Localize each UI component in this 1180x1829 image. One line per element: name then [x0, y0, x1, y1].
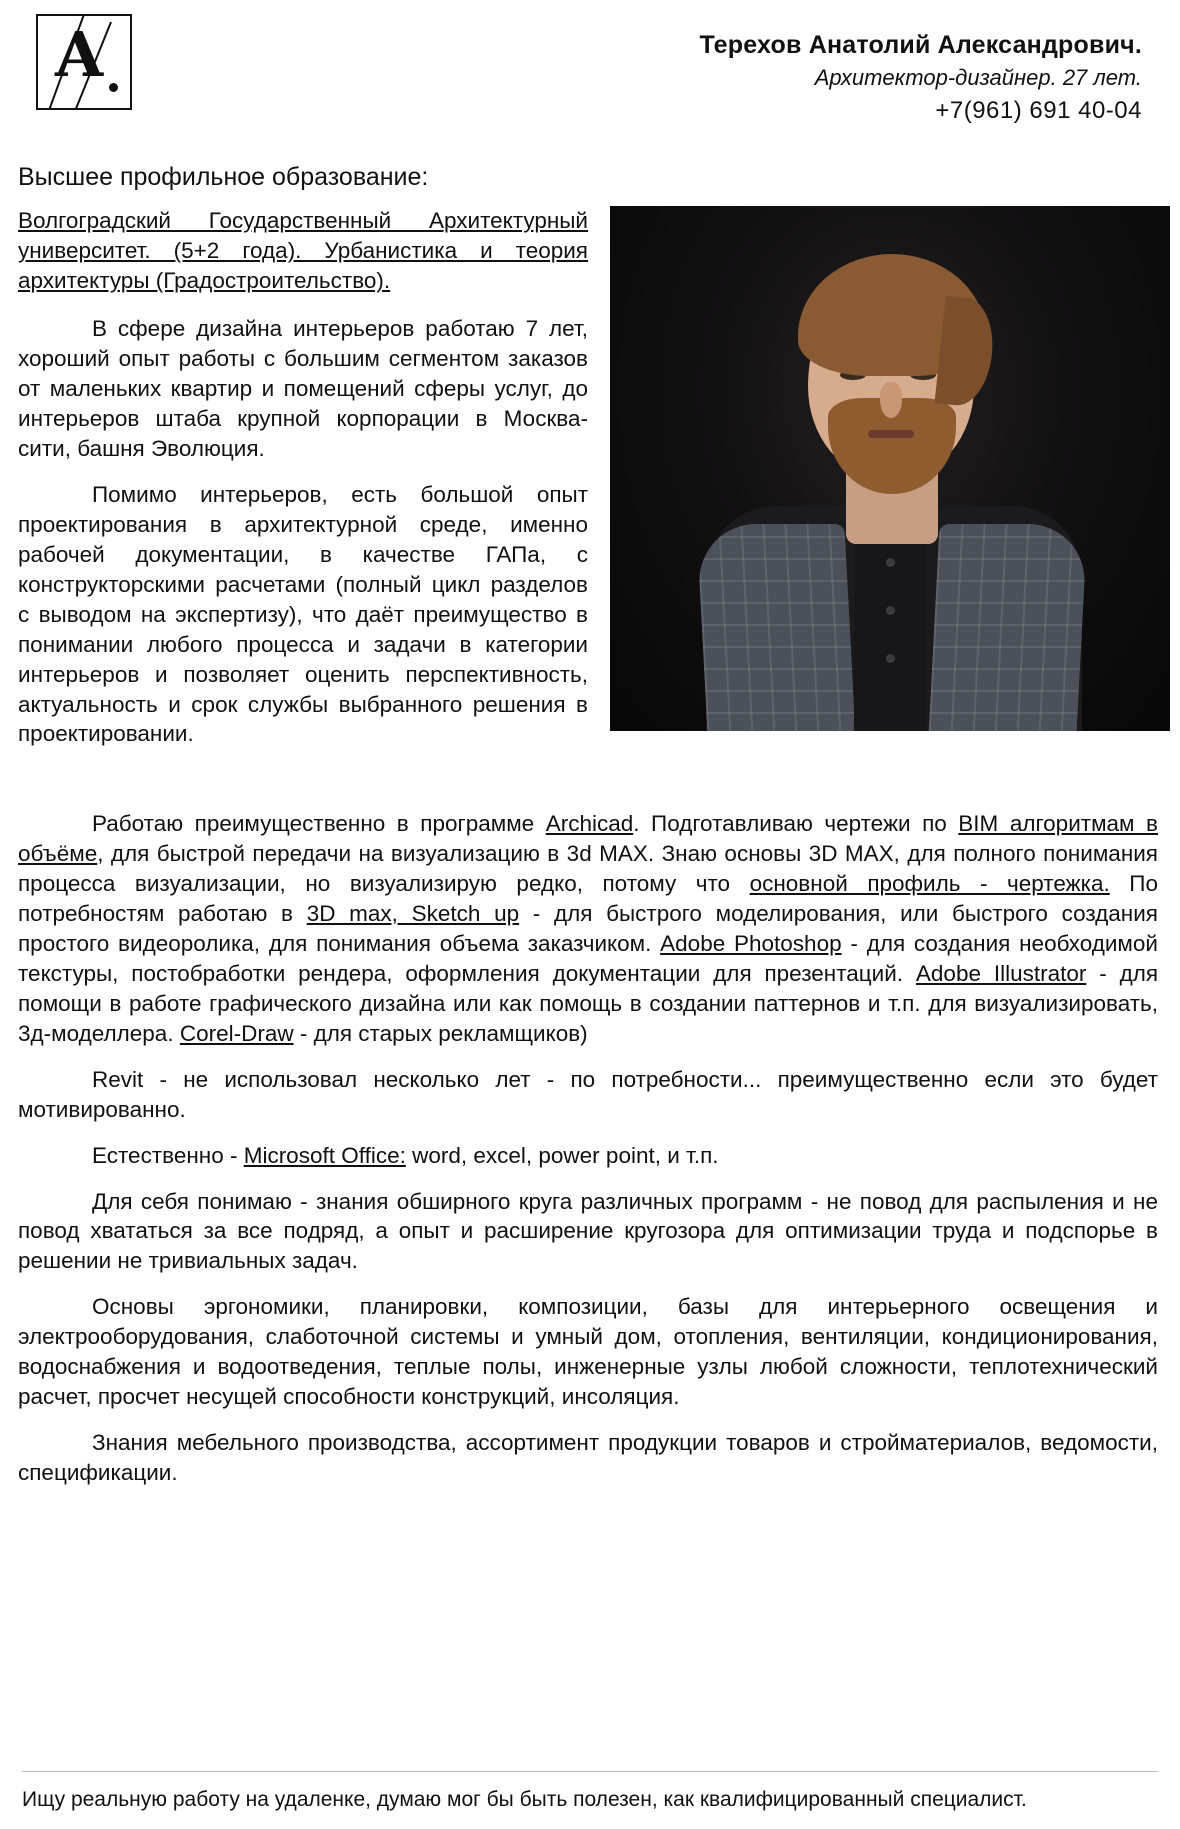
intro-paragraph-1: В сфере дизайна интерьеров работаю 7 лет, хороший опыт работы с большим сегментом заказов от маленьких квартир и помещений сферы услуг, до интерьеров штаба крупной корпорации в Москва-сити, башня Эволюция. — [18, 316, 588, 462]
photo-vest-right — [928, 524, 1087, 731]
education-institution: Волгоградский Государственный Архитектурный университет. (5+2 года). Урбанистика и теория архитектуры (Градостроительство). — [18, 208, 588, 294]
photo-nose — [880, 382, 902, 418]
software-paragraph-office — [18, 1141, 1158, 1171]
logo-dot — [109, 83, 118, 92]
sw-coreldraw: Corel-Draw — [179, 1020, 294, 1046]
sw-text-4: По потребностям работаю в — [18, 871, 1158, 927]
office-text-2: word, excel, power point, и т.п. — [405, 1142, 719, 1168]
photo-mouth — [868, 430, 914, 438]
sw-profile: основной профиль - чертежка. — [749, 871, 1110, 897]
header-contact-block — [699, 14, 1156, 129]
candidate-photo — [610, 206, 1170, 731]
intro-text-column — [18, 206, 588, 765]
sw-text-5: - для быстрого моделирования, или быстрого создания простого видеоролика, для понимания объема заказчиком. — [18, 901, 1158, 957]
candidate-role: Архитектор-дизайнер. 27 лет. — [814, 65, 1142, 91]
sw-text-6: - для создания необходимой текстуры, постобработки рендера, оформления документации для презентаций. — [18, 931, 1158, 986]
document-header — [0, 0, 1180, 129]
education-section-title: Высшее профильное образование: — [18, 163, 429, 192]
software-paragraph-1 — [18, 809, 1158, 1048]
sw-archicad: Archicad — [545, 811, 634, 837]
page-left-margin — [0, 0, 6, 1829]
photo-vest-left — [696, 524, 855, 731]
sw-microsoft-office: Microsoft Office: — [243, 1142, 406, 1168]
software-section — [18, 809, 1158, 1487]
footer-divider — [22, 1771, 1158, 1772]
sw-photoshop: Adobe Photoshop — [660, 931, 842, 957]
sw-text-7: - для помощи в работе графического дизайна или как помощь в создании паттернов и т.п. для визуализировать, 3д-моделлера. — [18, 960, 1159, 1046]
software-paragraph-philosophy: Для себя понимаю - знания обширного круга различных программ - не повод для распыления и не повод хвататься за все подряд, а опыт и расширение кругозора для оптимизации труда и подспорье в решении не тривиальных задач. — [18, 1188, 1158, 1274]
skills-paragraph-1: Основы эргономики, планировки, композиции, базы для интерьерного освещения и электрооборудования, слаботочной системы и умный дом, отопления, вентиляции, кондиционирования, водоснабжения и водоотведения, теплые полы, инженерные узлы любой сложности, теплотехнический расчет, просчет несущей способности конструкций, инсоляция. — [18, 1294, 1158, 1410]
sw-text-2: . Подготавливаю чертежи по — [633, 811, 959, 837]
document-body — [0, 163, 1180, 1488]
logo-letter: A — [55, 18, 104, 91]
photo-button-1 — [886, 558, 895, 567]
sw-text-8: - для старых рекламщиков) — [293, 1020, 588, 1046]
sw-3dmax-sketchup: 3D max, Sketch up — [306, 901, 520, 927]
intro-columns — [18, 206, 1158, 765]
candidate-name: Терехов Анатолий Александрович. — [699, 31, 1142, 59]
sw-text-1: Работаю преимущественно в программе — [92, 811, 546, 837]
intro-paragraph-2: Помимо интерьеров, есть большой опыт проектирования в архитектурной среде, именно рабочей документации, в качестве ГАПа, с конструкторскими расчетами (полный цикл разделов с выводом на экспертизу), что даёт преимущество в понимании любого процесса и задачи в категории интерьеров и позволяет оценить перспективность, актуальность и срок службы выбранного решения в проектировании. — [18, 482, 588, 747]
photo-button-2 — [886, 606, 895, 615]
office-text-1: Естественно - — [92, 1142, 244, 1168]
footer-note: Ищу реальную работу на удаленке, думаю мог бы быть полезен, как квалифицированный специалист. — [22, 1787, 1027, 1811]
architect-monogram-logo-icon — [36, 14, 132, 110]
software-paragraph-revit: Revit - не использовал несколько лет - по потребности... преимущественно если это будет мотивированно. — [18, 1066, 1158, 1122]
skills-paragraph-2: Знания мебельного производства, ассортимент продукции товаров и стройматериалов, ведомости, спецификации. — [18, 1429, 1158, 1485]
sw-text-3: , для быстрой передачи на визуализацию в 3d MAX. Знаю основы 3D MAX, для полного понимания процесса визуализации, но визуализирую редко, потому что — [18, 841, 1158, 897]
document-footer — [0, 1771, 1180, 1829]
sw-bim: BIM алгоритмам в объёме — [18, 811, 1158, 867]
sw-illustrator: Adobe Illustrator — [915, 960, 1087, 986]
candidate-phone[interactable]: +7(961) 691 40-04 — [935, 97, 1142, 125]
photo-button-3 — [886, 654, 895, 663]
